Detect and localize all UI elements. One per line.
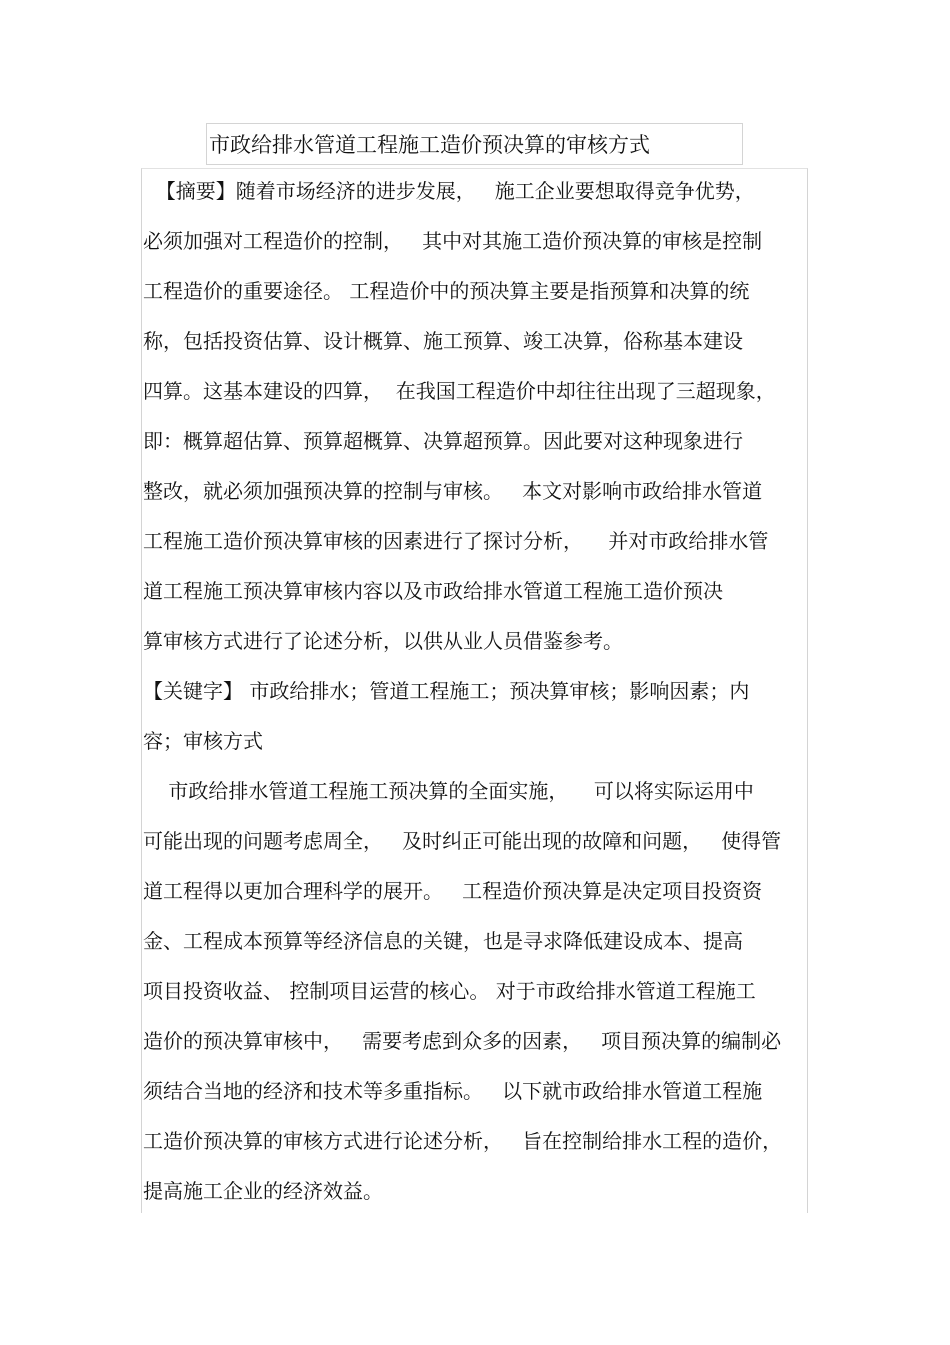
body-line-7: 须结合当地的经济和技术等多重指标。 以下就市政给排水管道工程施 [143, 1079, 763, 1103]
body-line-1: 市政给排水管道工程施工预决算的全面实施， 可以将实际运用中 [143, 779, 754, 803]
abstract-line-9: 道工程施工预决算审核内容以及市政给排水管道工程施工造价预决 [143, 579, 723, 603]
body-line-6: 造价的预决算审核中， 需要考虑到众多的因素， 项目预决算的编制必 [143, 1029, 782, 1053]
abstract-line-7: 整改，就必须加强预决算的控制与审核。 本文对影响市政给排水管道 [143, 479, 763, 503]
abstract-line-4: 称，包括投资估算、设计概算、施工预算、竣工决算，俗称基本建设 [143, 329, 743, 353]
body-line-9: 提高施工企业的经济效益。 [143, 1179, 383, 1203]
body-line-3: 道工程得以更加合理科学的展开。 工程造价预决算是决定项目投资资 [143, 879, 763, 903]
body-line-2: 可能出现的问题考虑周全， 及时纠正可能出现的故障和问题， 使得管 [143, 829, 782, 853]
keywords-line-2: 容；审核方式 [143, 729, 263, 753]
abstract-line-2: 必须加强对工程造价的控制， 其中对其施工造价预决算的审核是控制 [143, 229, 763, 253]
document-title: 市政给排水管道工程施工造价预决算的审核方式 [209, 133, 650, 157]
abstract-line-1: 【摘要】随着市场经济的进步发展， 施工企业要想取得竞争优势， [143, 179, 755, 203]
abstract-line-5: 四算。这基本建设的四算， 在我国工程造价中却往往出现了三超现象， [143, 379, 776, 403]
abstract-line-10: 算审核方式进行了论述分析，以供从业人员借鉴参考。 [143, 629, 623, 653]
body-line-5: 项目投资收益、 控制项目运营的核心。 对于市政给排水管道工程施工 [143, 979, 756, 1003]
title-box [206, 123, 743, 165]
abstract-line-8: 工程施工造价预决算审核的因素进行了探讨分析， 并对市政给排水管 [143, 529, 769, 553]
keywords-line-1: 【关键字】 市政给排水；管道工程施工；预决算审核；影响因素；内 [143, 679, 750, 703]
body-line-4: 金、工程成本预算等经济信息的关键，也是寻求降低建设成本、提高 [143, 929, 743, 953]
abstract-line-6: 即：概算超估算、预算超概算、决算超预算。因此要对这种现象进行 [143, 429, 743, 453]
body-line-8: 工造价预决算的审核方式进行论述分析， 旨在控制给排水工程的造价， [143, 1129, 783, 1153]
abstract-line-3: 工程造价的重要途径。 工程造价中的预决算主要是指预算和决算的统 [143, 279, 750, 303]
